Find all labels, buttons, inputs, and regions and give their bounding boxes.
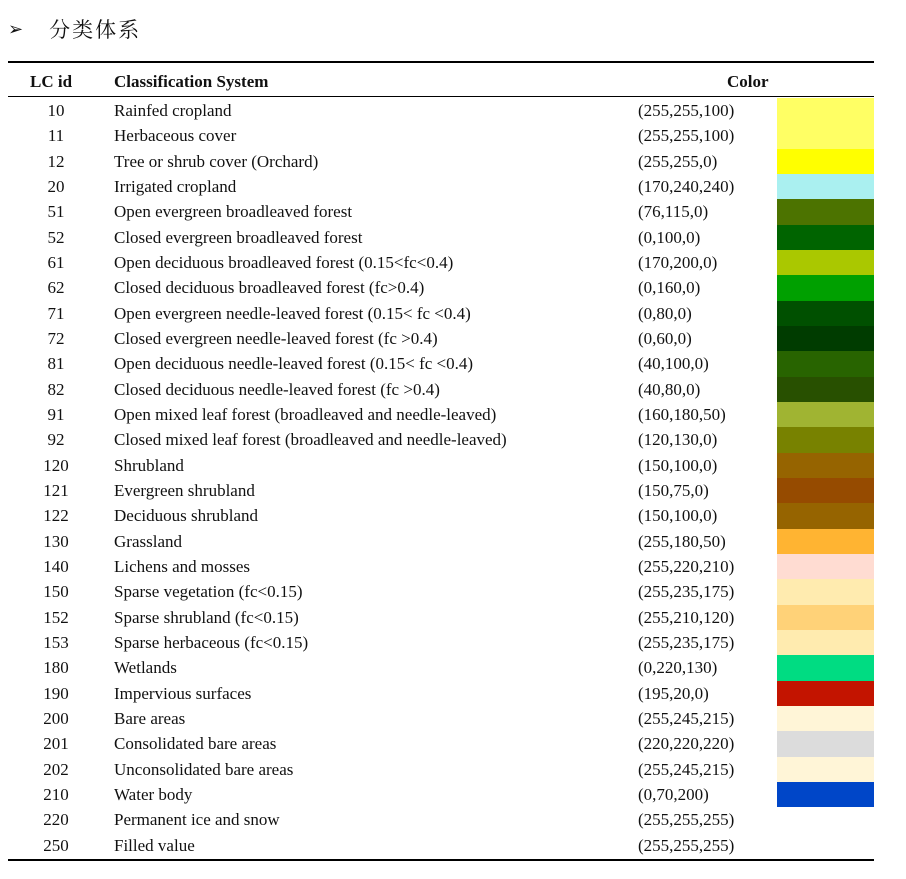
color-swatch bbox=[777, 554, 874, 579]
table-row bbox=[8, 453, 874, 478]
rgb-value-cell: (0,60,0) bbox=[638, 328, 692, 348]
lc-id-cell: 71 bbox=[47, 303, 65, 323]
rgb-value-cell: (195,20,0) bbox=[638, 683, 709, 703]
arrow-bullet-icon: ➢ bbox=[8, 18, 24, 40]
lc-id-cell: 61 bbox=[47, 252, 65, 272]
class-name-cell: Closed evergreen broadleaved forest bbox=[114, 227, 363, 247]
lc-id-cell: 121 bbox=[43, 480, 69, 500]
color-swatch bbox=[777, 478, 874, 503]
rgb-value-cell: (160,180,50) bbox=[638, 404, 726, 424]
rgb-value-cell: (0,70,200) bbox=[638, 784, 709, 804]
classification-table bbox=[8, 61, 874, 861]
rgb-value-cell: (150,100,0) bbox=[638, 455, 718, 475]
rgb-value-cell: (0,220,130) bbox=[638, 658, 718, 678]
color-swatch bbox=[777, 402, 874, 427]
lc-id-cell: 62 bbox=[47, 278, 65, 298]
color-swatch bbox=[777, 706, 874, 731]
header-lc-id: LC id bbox=[30, 72, 73, 91]
class-name-cell: Wetlands bbox=[114, 658, 177, 678]
rgb-value-cell: (0,160,0) bbox=[638, 278, 701, 298]
lc-id-cell: 210 bbox=[43, 784, 69, 804]
lc-id-cell: 220 bbox=[43, 810, 69, 830]
class-name-cell: Closed mixed leaf forest (broadleaved and needle-leaved) bbox=[114, 430, 507, 450]
lc-id-cell: 150 bbox=[43, 582, 69, 602]
lc-id-cell: 140 bbox=[43, 556, 69, 576]
rgb-value-cell: (255,210,120) bbox=[638, 607, 735, 627]
rgb-value-cell: (120,130,0) bbox=[638, 430, 718, 450]
class-name-cell: Open deciduous broadleaved forest (0.15<fc<0.4) bbox=[114, 252, 454, 272]
class-name-cell: Unconsolidated bare areas bbox=[114, 759, 294, 779]
rgb-value-cell: (255,255,100) bbox=[638, 126, 735, 146]
table-row bbox=[8, 782, 874, 807]
table-row bbox=[8, 149, 874, 174]
section-title: 分类体系 bbox=[49, 18, 142, 42]
class-name-cell: Shrubland bbox=[114, 455, 184, 475]
lc-id-cell: 250 bbox=[43, 835, 69, 855]
table-row bbox=[8, 529, 874, 554]
class-name-cell: Filled value bbox=[114, 835, 195, 855]
color-swatch bbox=[777, 453, 874, 478]
table-row bbox=[8, 377, 874, 402]
rgb-value-cell: (255,255,0) bbox=[638, 151, 718, 171]
color-swatch bbox=[777, 98, 874, 123]
color-swatch bbox=[777, 529, 874, 554]
table-row bbox=[8, 605, 874, 630]
table-row bbox=[8, 98, 874, 123]
color-swatch bbox=[777, 301, 874, 326]
color-swatch bbox=[777, 427, 874, 452]
class-name-cell: Grassland bbox=[114, 531, 182, 551]
table-row bbox=[8, 174, 874, 199]
lc-id-cell: 81 bbox=[47, 354, 65, 374]
table-row bbox=[8, 554, 874, 579]
table-body bbox=[8, 97, 874, 859]
rgb-value-cell: (255,245,215) bbox=[638, 759, 735, 779]
class-name-cell: Open evergreen broadleaved forest bbox=[114, 202, 353, 222]
class-name-cell: Permanent ice and snow bbox=[114, 810, 280, 830]
class-name-cell: Sparse shrubland (fc<0.15) bbox=[114, 607, 299, 627]
rgb-value-cell: (255,235,175) bbox=[638, 632, 735, 652]
class-name-cell: Water body bbox=[114, 784, 193, 804]
table-row bbox=[8, 199, 874, 224]
table-row bbox=[8, 402, 874, 427]
lc-id-cell: 153 bbox=[43, 632, 69, 652]
color-swatch bbox=[777, 579, 874, 604]
color-swatch bbox=[777, 605, 874, 630]
color-swatch bbox=[777, 250, 874, 275]
class-name-cell: Closed evergreen needle-leaved forest (fc >0.4) bbox=[114, 328, 438, 348]
class-name-cell: Sparse herbaceous (fc<0.15) bbox=[114, 632, 309, 652]
rgb-value-cell: (255,180,50) bbox=[638, 531, 726, 551]
color-swatch bbox=[777, 807, 874, 832]
class-name-cell: Consolidated bare areas bbox=[114, 734, 277, 754]
color-swatch bbox=[777, 326, 874, 351]
lc-id-cell: 201 bbox=[43, 734, 69, 754]
table-row bbox=[8, 225, 874, 250]
color-swatch bbox=[777, 630, 874, 655]
table-header-row bbox=[8, 63, 874, 96]
rgb-value-cell: (255,255,100) bbox=[638, 101, 735, 120]
color-swatch bbox=[777, 731, 874, 756]
class-name-cell: Herbaceous cover bbox=[114, 126, 237, 146]
table-row bbox=[8, 807, 874, 832]
lc-id-cell: 130 bbox=[43, 531, 69, 551]
rgb-value-cell: (170,200,0) bbox=[638, 252, 718, 272]
lc-id-cell: 200 bbox=[43, 708, 69, 728]
table-row bbox=[8, 123, 874, 148]
lc-id-cell: 72 bbox=[47, 328, 65, 348]
color-swatch bbox=[777, 149, 874, 174]
color-swatch bbox=[777, 681, 874, 706]
rgb-value-cell: (255,255,255) bbox=[638, 835, 735, 855]
class-name-cell: Sparse vegetation (fc<0.15) bbox=[114, 582, 303, 602]
class-name-cell: Tree or shrub cover (Orchard) bbox=[114, 151, 319, 171]
class-name-cell: Open evergreen needle-leaved forest (0.15< fc <0.4) bbox=[114, 303, 471, 323]
color-swatch bbox=[777, 782, 874, 807]
table-row bbox=[8, 301, 874, 326]
table-bottom-rule bbox=[8, 859, 874, 861]
color-swatch bbox=[777, 655, 874, 680]
table-row bbox=[8, 503, 874, 528]
lc-id-cell: 180 bbox=[43, 658, 69, 678]
class-name-cell: Rainfed cropland bbox=[114, 101, 232, 120]
lc-id-cell: 82 bbox=[47, 379, 65, 399]
rgb-value-cell: (255,235,175) bbox=[638, 582, 735, 602]
rgb-value-cell: (40,80,0) bbox=[638, 379, 701, 399]
color-swatch bbox=[777, 275, 874, 300]
lc-id-cell: 52 bbox=[47, 227, 65, 247]
lc-id-cell: 152 bbox=[43, 607, 69, 627]
lc-id-cell: 122 bbox=[43, 506, 69, 526]
lc-id-cell: 120 bbox=[43, 455, 69, 475]
class-name-cell: Impervious surfaces bbox=[114, 683, 252, 703]
color-swatch bbox=[777, 174, 874, 199]
class-name-cell: Open deciduous needle-leaved forest (0.15< fc <0.4) bbox=[114, 354, 474, 374]
color-swatch bbox=[777, 377, 874, 402]
rgb-value-cell: (0,100,0) bbox=[638, 227, 701, 247]
class-name-cell: Closed deciduous needle-leaved forest (fc >0.4) bbox=[114, 379, 440, 399]
rgb-value-cell: (255,220,210) bbox=[638, 556, 735, 576]
table-row bbox=[8, 250, 874, 275]
color-swatch bbox=[777, 123, 874, 148]
table-row bbox=[8, 630, 874, 655]
color-swatch bbox=[777, 199, 874, 224]
lc-id-cell: 51 bbox=[47, 202, 65, 222]
table-row bbox=[8, 833, 874, 858]
color-swatch bbox=[777, 503, 874, 528]
table-row bbox=[8, 706, 874, 731]
header-color: Color bbox=[727, 72, 769, 91]
table-row bbox=[8, 731, 874, 756]
table-row bbox=[8, 427, 874, 452]
lc-id-cell: 190 bbox=[43, 683, 69, 703]
rgb-value-cell: (255,245,215) bbox=[638, 708, 735, 728]
table-row bbox=[8, 681, 874, 706]
color-swatch bbox=[777, 225, 874, 250]
table-row bbox=[8, 579, 874, 604]
section-heading bbox=[8, 14, 141, 44]
rgb-value-cell: (170,240,240) bbox=[638, 176, 735, 196]
lc-id-cell: 12 bbox=[47, 151, 65, 171]
lc-id-cell: 202 bbox=[43, 759, 69, 779]
table-row bbox=[8, 275, 874, 300]
class-name-cell: Deciduous shrubland bbox=[114, 506, 259, 526]
rgb-value-cell: (150,75,0) bbox=[638, 480, 709, 500]
rgb-value-cell: (220,220,220) bbox=[638, 734, 735, 754]
lc-id-cell: 10 bbox=[47, 101, 65, 120]
rgb-value-cell: (255,255,255) bbox=[638, 810, 735, 830]
table-row bbox=[8, 655, 874, 680]
color-swatch bbox=[777, 757, 874, 782]
rgb-value-cell: (0,80,0) bbox=[638, 303, 692, 323]
rgb-value-cell: (150,100,0) bbox=[638, 506, 718, 526]
class-name-cell: Irrigated cropland bbox=[114, 176, 237, 196]
lc-id-cell: 11 bbox=[47, 126, 65, 146]
class-name-cell: Evergreen shrubland bbox=[114, 480, 255, 500]
rgb-value-cell: (40,100,0) bbox=[638, 354, 709, 374]
header-classification-system: Classification System bbox=[114, 72, 269, 91]
color-swatch bbox=[777, 351, 874, 376]
table-row bbox=[8, 326, 874, 351]
table-row bbox=[8, 478, 874, 503]
color-swatch bbox=[777, 833, 874, 858]
class-name-cell: Open mixed leaf forest (broadleaved and needle-leaved) bbox=[114, 404, 497, 424]
table-row bbox=[8, 757, 874, 782]
lc-id-cell: 91 bbox=[47, 404, 65, 424]
table-row bbox=[8, 351, 874, 376]
lc-id-cell: 20 bbox=[47, 176, 65, 196]
class-name-cell: Bare areas bbox=[114, 708, 186, 728]
rgb-value-cell: (76,115,0) bbox=[638, 202, 709, 222]
class-name-cell: Lichens and mosses bbox=[114, 556, 250, 576]
lc-id-cell: 92 bbox=[47, 430, 65, 450]
class-name-cell: Closed deciduous broadleaved forest (fc>0.4) bbox=[114, 278, 425, 298]
